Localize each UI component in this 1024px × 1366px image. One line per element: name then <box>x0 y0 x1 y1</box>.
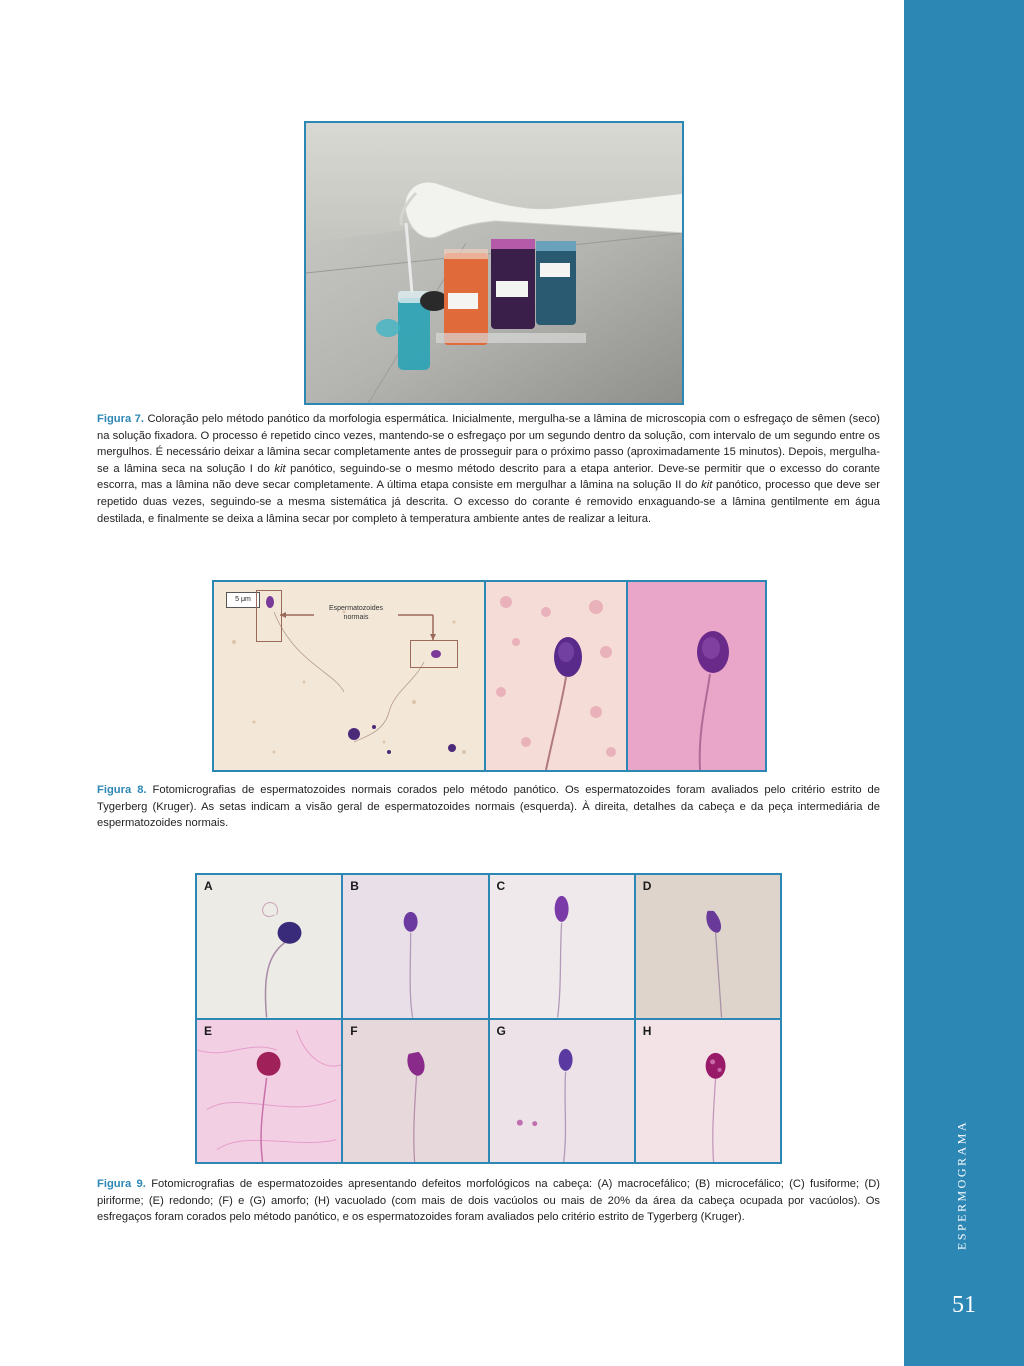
annotation-line-1: Espermatozoides <box>328 605 384 612</box>
panel-h <box>636 1020 780 1163</box>
figure7-text-1: Coloração pelo método panótico da morfologia espermática. Inicialmente, mergulha-se a lâmina de microscopia com o esfregaço de sêmen (seco) na solução fixadora. O processo é repetido cinco vezes, mantendo-se o esfregaço por um segundo dentro da solução, com intervalo de um segundo entre os mergulhos. É necessário deixar a lâmina secar completamente antes de prosseguir para o próximo passo (aproximadamente 15 minutos). Depois, mergulha-se a lâmina seca na solução I do <box>97 413 881 475</box>
panel-a-letter: A <box>204 879 213 893</box>
panel-a <box>197 875 341 1018</box>
detail-micrograph-2 <box>628 582 765 770</box>
figure8-overview-panel <box>214 582 484 770</box>
panel-f <box>343 1020 487 1163</box>
staining-photo-illustration <box>306 123 684 405</box>
scale-bar-label: 5 μm <box>235 596 251 603</box>
figure9-text: Fotomicrografias de espermatozoides apresentando defeitos morfológicos na cabeça: (A) macrocefálico; (B) microcefálico; (C) fusiforme; (D) piriforme; (E) redondo; (F) e (G) amorfo; (H) vacuolado (com mais de dois vacúolos ou mais de 20% da área da cabeça ocupada por vacúolos). Os esfregaços foram corados pelo método panótico, e os espermatozoides foram avaliados pelo critério estrito de Tygerberg (Kruger). <box>97 1178 881 1224</box>
figure7-label: Figura 7. <box>97 413 144 425</box>
annotation-line-2: normais <box>343 614 369 621</box>
figure7-kit-1: kit <box>274 462 286 475</box>
figure9-grid <box>195 873 782 1164</box>
figure7-kit-2: kit <box>701 479 713 492</box>
page-number: 51 <box>952 1292 976 1318</box>
normal-sperm-annotation <box>314 604 398 622</box>
figure7-text-2: panótico, seguindo-se o mesmo método descrito para a etapa anterior. Deve-se permitir que o excesso do corante escorra, mas a lâmina não deve secar completamente. A última etapa consiste em mergulhar a lâmina na solução II do <box>97 462 880 492</box>
micrograph-tapered <box>490 875 634 1018</box>
micrograph-vacuolated <box>636 1020 780 1163</box>
section-title-vertical <box>910 1119 1014 1251</box>
figure7-photo <box>304 121 684 405</box>
figure8-detail-panel-1 <box>486 582 626 770</box>
panel-d <box>636 875 780 1018</box>
figure8-photo-strip <box>212 580 767 772</box>
micrograph-microcephalic <box>343 875 487 1018</box>
panel-e-letter: E <box>204 1023 213 1038</box>
panel-f-letter: F <box>350 1023 358 1038</box>
micrograph-pyriform <box>636 875 780 1018</box>
section-title-text: ESPERMOGRAMA <box>954 1119 969 1251</box>
figure8-label: Figura 8. <box>97 784 147 796</box>
micrograph-round <box>197 1020 341 1163</box>
panel-g-letter: G <box>496 1023 506 1038</box>
detail-micrograph-1 <box>486 582 626 770</box>
figure7-text-3: panótico, processo que deve ser repetido duas vezes, seguindo-se a mesma sistemática já descrita. O excesso do corante é removido enxaguando-se a lâmina gentilmente em água destilada, e finalmente se deixa a lâmina secar por completo à temperatura ambiente antes de realizar a leitura. <box>97 479 880 525</box>
figure8-text: Fotomicrografias de espermatozoides normais corados pelo método panótico. Os espermatozoides foram avaliados pelo critério estrito de Tygerberg (Kruger). As setas indicam a visão geral de espermatozoides normais (esquerda). À direita, detalhes da cabeça e da peça intermediária de espermatozoides normais. <box>97 784 880 830</box>
figure8-caption <box>97 782 880 832</box>
micrograph-amorphous-1 <box>343 1020 487 1163</box>
panel-h-letter: H <box>642 1023 652 1038</box>
panel-g <box>490 1020 634 1163</box>
figure9-caption <box>97 1176 880 1226</box>
panel-d-letter: D <box>642 879 652 893</box>
panel-b-letter: B <box>350 879 359 893</box>
panel-c-letter: C <box>496 879 506 893</box>
micrograph-amorphous-2 <box>490 1020 634 1163</box>
panel-b <box>343 875 487 1018</box>
figure7-caption <box>97 411 880 527</box>
panel-c <box>490 875 634 1018</box>
figure9-label: Figura 9. <box>97 1178 146 1190</box>
panel-e <box>197 1020 341 1163</box>
figure8-detail-panel-2 <box>628 582 765 770</box>
micrograph-macrocephalic <box>197 875 341 1018</box>
